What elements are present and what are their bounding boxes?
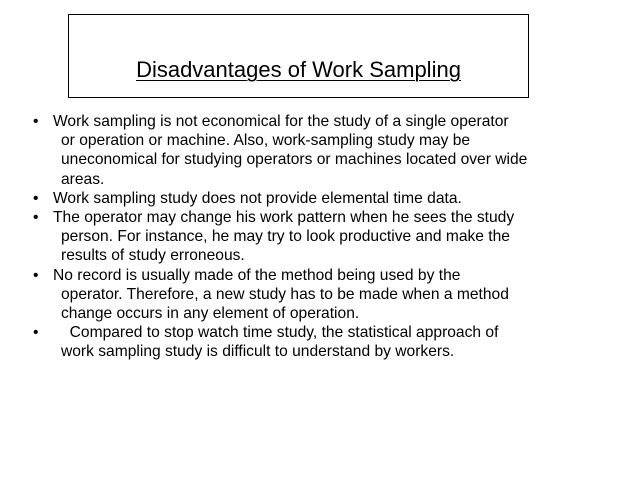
bullet-marker: • xyxy=(33,189,39,207)
slide-title: Disadvantages of Work Sampling xyxy=(136,57,461,82)
bullet-marker: • xyxy=(33,113,39,130)
bullet-item xyxy=(33,208,623,266)
bullet-item xyxy=(33,112,623,189)
bullet-line: No record is usually made of the method being used by the xyxy=(53,266,461,284)
bullet-list xyxy=(33,112,623,362)
bullet-line: change occurs in any element of operation. xyxy=(61,305,360,323)
bullet-item xyxy=(33,323,623,361)
bullet-marker: • xyxy=(33,324,39,342)
bullet-line: or operation or machine. Also, work-sampling study may be xyxy=(61,132,471,150)
bullet-line: Work sampling study does not provide elemental time data. xyxy=(53,189,462,207)
bullet-line: areas. xyxy=(61,170,105,188)
bullet-line: Compared to stop watch time study, the statistical approach of xyxy=(61,324,499,342)
title-box xyxy=(68,14,529,98)
bullet-item xyxy=(33,266,623,324)
bullet-line: uneconomical for studying operators or machines located over wide xyxy=(61,151,528,169)
bullet-line: results of study erroneous. xyxy=(61,247,245,265)
bullet-line: operator. Therefore, a new study has to be made when a method xyxy=(61,285,509,303)
bullet-marker: • xyxy=(33,266,39,284)
bullet-item xyxy=(33,189,623,208)
bullet-marker: • xyxy=(33,209,39,227)
bullet-line: work sampling study is difficult to understand by workers. xyxy=(61,343,455,361)
bullet-line: Work sampling is not economical for the study of a single operator xyxy=(53,113,509,130)
bullet-line: person. For instance, he may try to look productive and make the xyxy=(61,228,510,246)
bullet-line: The operator may change his work pattern when he sees the study xyxy=(53,209,515,227)
